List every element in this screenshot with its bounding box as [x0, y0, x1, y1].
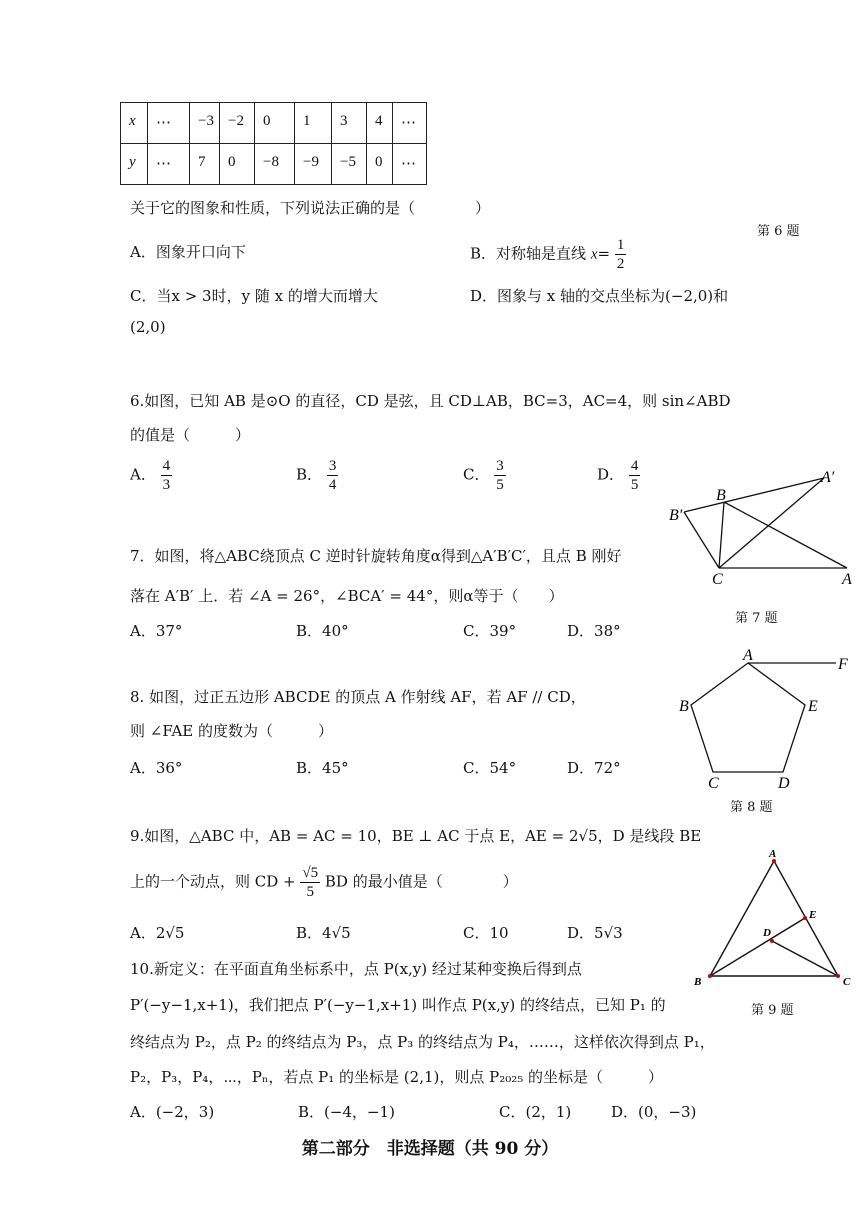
q9-option-b: B．4√5: [296, 924, 351, 942]
q7-option-d: D．38°: [567, 622, 621, 640]
option-label: A．: [130, 465, 156, 484]
figure-8: [676, 645, 860, 795]
fig9-label-c: C: [843, 976, 851, 988]
q10-line2: P′(−y−1,x+1)，我们把点 P′(−y−1,x+1) 叫作点 P(x,y) 的终结点，已知 P₁ 的: [130, 996, 666, 1014]
table-cell: 7: [190, 144, 220, 185]
fig9-label-e: E: [809, 909, 817, 921]
fig8-label-c: C: [708, 775, 719, 792]
table-row-y: [121, 144, 427, 185]
fig7-label-b1: B′: [669, 507, 683, 524]
q9-line2-pre: 上的一个动点，则 CD +: [130, 872, 296, 891]
q10-option-d: D．(0，−3): [611, 1103, 697, 1121]
q5-option-b-var: x: [590, 246, 598, 263]
fig8-label-e: E: [808, 698, 818, 715]
q9-fraction: [300, 864, 320, 901]
section-heading: 第二部分 非选择题（共 90 分）: [301, 1139, 559, 1159]
fraction-denominator: 3: [162, 477, 171, 493]
option-fraction: [327, 457, 339, 494]
q9-line2: [130, 864, 518, 901]
q6-line1: 6.如图，已知 AB 是⊙O 的直径，CD 是弦，且 CD⊥AB，BC=3，AC=4，则 sin∠ABD: [130, 392, 731, 410]
figure-7: [664, 460, 860, 590]
fig9-label-a: A: [769, 848, 777, 860]
fig8-caption: 第 8 题: [730, 800, 773, 815]
table-cell: ⋯: [393, 103, 427, 144]
option-fraction: [494, 457, 506, 494]
table-cell: −9: [295, 144, 332, 185]
q5-option-b-fraction: [615, 236, 627, 273]
q10-option-b: B．(−4，−1): [298, 1103, 395, 1121]
table-cell: 1: [295, 103, 332, 144]
figure-9: [688, 845, 860, 995]
q5-option-b-text: B．对称轴是直线: [470, 244, 587, 263]
table-row-x: [121, 103, 427, 144]
q10-line3: 终结点为 P₂，点 P₂ 的终结点为 P₃，点 P₃ 的终结点为 P₄，……，这样依次得到点 P₁，: [130, 1033, 715, 1051]
q7-line1: 7．如图，将△ABC绕顶点 C 逆时针旋转角度α得到△A′B′C′，且点 B 刚好: [130, 547, 622, 565]
fraction-numerator: 1: [616, 237, 625, 253]
table-cell: −3: [190, 103, 220, 144]
fraction-numerator: √5: [302, 865, 319, 881]
table-header-y: y: [121, 144, 148, 185]
fig9-label-d: D: [763, 927, 771, 939]
q9-line2-post: BD 的最小值是（ ）: [324, 872, 518, 891]
table-cell: −8: [255, 144, 295, 185]
table-header-x: x: [121, 103, 148, 144]
option-label: B．: [296, 465, 323, 484]
q7-option-a: A．37°: [130, 622, 183, 640]
q10-line1: 10.新定义：在平面直角坐标系中，点 P(x,y) 经过某种变换后得到点: [130, 960, 582, 978]
option-label: C．: [463, 465, 490, 484]
fraction-numerator: 4: [630, 458, 639, 474]
table-cell: −2: [220, 103, 255, 144]
table-cell: ⋯: [393, 144, 427, 185]
table-cell: 4: [367, 103, 393, 144]
fig7-caption: 第 7 题: [735, 611, 778, 626]
fig7-label-a: A: [842, 571, 852, 588]
q6-option-a: [130, 457, 172, 494]
q10-option-a: A．(−2，3): [130, 1103, 215, 1121]
fig8-label-f: F: [838, 656, 848, 673]
fig8-label-b: B: [679, 698, 689, 715]
fig7-label-b: B: [716, 487, 726, 504]
q8-option-a: A．36°: [130, 759, 183, 777]
q5-option-a: A．图象开口向下: [130, 243, 246, 261]
q9-option-c: C．10: [463, 924, 509, 942]
fig8-label-a: A: [743, 647, 753, 664]
q6-option-b: [296, 457, 338, 494]
fig6-caption: 第 6 题: [757, 224, 800, 239]
fraction-denominator: 2: [616, 256, 625, 272]
table-cell: ⋯: [148, 103, 190, 144]
q5-option-d-cont: (2,0): [130, 318, 166, 336]
q8-line1: 8. 如图，过正五边形 ABCDE 的顶点 A 作射线 AF，若 AF // CD，: [130, 688, 586, 706]
q5-option-b: B．对称轴是直线 x= $\frac{1}{2}$: [470, 237, 625, 272]
fraction-numerator: 3: [496, 458, 504, 474]
table-cell: 0: [220, 144, 255, 185]
fraction-numerator: 4: [162, 458, 171, 474]
q6-option-c: [463, 457, 506, 494]
q7-option-c: C．39°: [463, 622, 517, 640]
q7-line2: 落在 A′B′ 上．若 ∠A = 26°，∠BCA′ = 44°，则α等于（ ）: [130, 587, 564, 605]
fraction-numerator: 3: [328, 458, 337, 474]
q9-option-d: D．5√3: [567, 924, 623, 942]
fraction-denominator: 4: [328, 477, 337, 493]
option-fraction: [629, 457, 641, 494]
q5-stem: 关于它的图象和性质，下列说法正确的是（ ）: [130, 199, 491, 217]
q8-option-b: B．45°: [296, 759, 349, 777]
table-cell: 0: [367, 144, 393, 185]
q9-line1: 9.如图，△ABC 中，AB = AC = 10，BE ⊥ AC 于点 E，AE = 2√5，D 是线段 BE: [130, 827, 702, 845]
q10-line4: P₂，P₃，P₄，⋯，Pₙ，若点 P₁ 的坐标是 (2,1)，则点 P₂₀₂₅ 的坐标是（ ）: [130, 1068, 664, 1086]
q8-option-c: C．54°: [463, 759, 517, 777]
option-label: D．: [597, 465, 625, 484]
q5-option-c: C．当x > 3时，y 随 x 的增大而增大: [130, 287, 378, 305]
q8-line2: 则 ∠FAE 的度数为（ ）: [130, 722, 333, 740]
q6-line2: 的值是（ ）: [130, 426, 251, 444]
fig7-label-c: C: [712, 571, 723, 588]
fig7-label-a1: A′: [821, 469, 835, 486]
fraction-denominator: 5: [630, 477, 639, 493]
fraction-denominator: 5: [496, 477, 504, 493]
fig8-label-d: D: [778, 775, 790, 792]
q9-option-a: A．2√5: [130, 924, 185, 942]
q10-option-c: C．(2，1): [499, 1103, 572, 1121]
q8-option-d: D．72°: [567, 759, 621, 777]
table-cell: 3: [332, 103, 367, 144]
fig9-label-b: B: [694, 976, 702, 988]
table-cell: −5: [332, 144, 367, 185]
q5-option-d: D．图象与 x 轴的交点坐标为(−2,0)和: [470, 287, 729, 305]
table-cell: 0: [255, 103, 295, 144]
q6-option-d: [597, 457, 640, 494]
value-table: [120, 102, 427, 185]
fig9-caption: 第 9 题: [751, 1003, 794, 1018]
q7-option-b: B．40°: [296, 622, 349, 640]
table-cell: ⋯: [148, 144, 190, 185]
fraction-denominator: 5: [306, 884, 314, 900]
option-fraction: [161, 457, 173, 494]
